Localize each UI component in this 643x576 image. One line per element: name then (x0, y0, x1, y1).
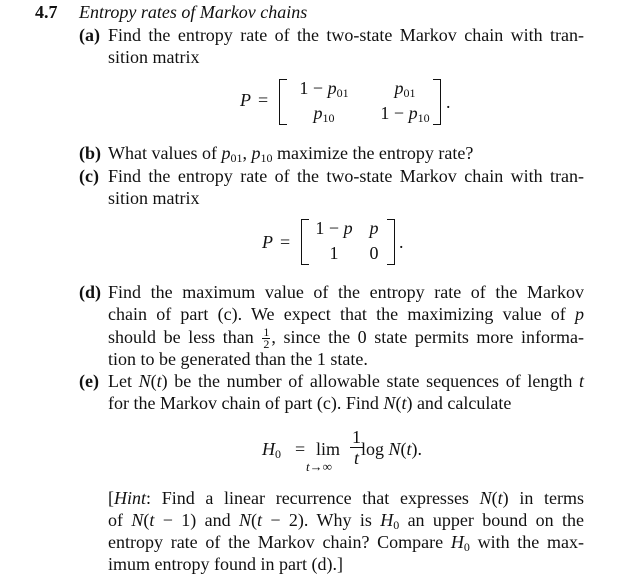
equation-lhs-symbol: H (262, 439, 275, 459)
text-run: for the Markov chain of part (c). Find (108, 393, 384, 413)
math-symbol (114, 488, 146, 508)
math-symbol (575, 304, 584, 324)
text-run: ) in terms (502, 488, 584, 508)
matrix-cell (395, 77, 416, 99)
text-run: ( (251, 510, 258, 530)
math-variable: t (257, 510, 263, 530)
math-symbol (314, 103, 335, 123)
inline-fraction (262, 327, 270, 350)
math-variable: N (239, 510, 252, 530)
text-run: ( (150, 371, 157, 391)
math-symbol (370, 218, 379, 238)
matrix-lhs: P (262, 232, 273, 252)
left-bracket (301, 219, 309, 265)
fraction-denominator: t (353, 448, 359, 468)
text-run: of (108, 510, 132, 530)
part-d-text (108, 326, 584, 350)
math-variable: N (383, 393, 396, 413)
text-run: chain of part (c). We expect that the maximizing value of (108, 304, 575, 324)
part-c-label: (c) (79, 166, 99, 186)
equation-lhs-subscript: 0 (275, 447, 281, 461)
equation-lhs (262, 438, 281, 460)
part-b-label: (b) (79, 143, 101, 163)
hint-text (108, 509, 584, 531)
math-variable: H (450, 532, 464, 552)
math-symbol (451, 532, 470, 552)
left-bracket (279, 79, 287, 125)
math-variable: t (401, 393, 407, 413)
period: . (399, 232, 404, 252)
math-variable: t (156, 371, 162, 391)
part-a-label: (a) (79, 25, 100, 45)
matrix-lhs: P (240, 90, 251, 110)
math-subscript: 10 (260, 151, 273, 165)
part-d-label: (d) (79, 282, 101, 302)
equals-sign: = (280, 232, 291, 252)
math-variable: t (578, 371, 584, 391)
math-variable: N (388, 439, 401, 459)
math-variable: Hint (114, 488, 147, 508)
math-variable: p (575, 304, 584, 324)
matrix-cell (315, 217, 352, 239)
fraction-numerator: 1 (352, 427, 361, 447)
math-variable: p (221, 143, 231, 163)
text-run: should be less than (108, 327, 262, 347)
text-run: sition matrix (108, 47, 200, 67)
equation-rest (361, 438, 422, 460)
math-variable: p (369, 218, 379, 238)
text-run: entropy rate of the Markov chain? Compare (108, 532, 451, 552)
equals-sign: = (258, 90, 269, 110)
math-variable: H (380, 510, 394, 530)
right-bracket (433, 79, 441, 125)
right-bracket (387, 219, 395, 265)
text-run: with the max- (469, 532, 584, 552)
math-variable: N (131, 510, 144, 530)
text-run: ) and calculate (406, 393, 512, 413)
matrix-cell (299, 77, 348, 99)
lim-operator: lim (316, 439, 341, 459)
text-run: ( (400, 439, 407, 459)
text-run: imum entropy found in part (d).] (108, 554, 343, 574)
math-symbol (395, 78, 416, 98)
part-b-text (108, 142, 473, 164)
fraction-numerator: 1 (263, 325, 270, 340)
matrix-cell (330, 242, 339, 264)
part-c-text (108, 187, 200, 209)
hint-text (108, 487, 584, 509)
math-symbol (239, 510, 251, 530)
part-a-text (108, 24, 584, 46)
hint-text (108, 553, 343, 575)
math-variable: p (343, 218, 353, 238)
text-run: ( (143, 510, 150, 530)
math-symbol (251, 143, 272, 163)
part-e-text (108, 392, 511, 414)
period: . (446, 92, 451, 112)
text-run: ). (411, 439, 423, 459)
part-e-text (108, 370, 584, 392)
math-subscript: 10 (322, 111, 335, 125)
math-subscript: 10 (417, 111, 430, 125)
math-symbol (383, 393, 395, 413)
text-run: ( (395, 393, 402, 413)
part-a-text (108, 46, 200, 68)
part-e-label: (e) (79, 371, 99, 391)
math-subscript: 0 (393, 518, 400, 532)
text-run: 1 (329, 243, 339, 263)
text-run: − 1) and (154, 510, 240, 530)
math-variable: p (394, 78, 404, 98)
math-variable: t (406, 439, 412, 459)
math-variable: p (251, 143, 261, 163)
part-c-text (108, 165, 584, 187)
math-subscript: 0 (463, 540, 470, 554)
text-run: 1 − (315, 218, 344, 238)
matrix-cell (370, 242, 379, 264)
math-symbol (409, 103, 430, 123)
lim-subscript: t→∞ (306, 459, 332, 474)
math-symbol (344, 218, 353, 238)
text-run: 1 − (299, 78, 328, 98)
text-run: Let (108, 371, 139, 391)
math-subscript: 01 (230, 151, 243, 165)
text-run: 0 (369, 243, 379, 263)
matrix-cell (314, 102, 335, 124)
math-symbol (131, 510, 143, 530)
text-run: Find the entropy rate of the two-state Markov chain with tran- (108, 25, 584, 45)
part-d-text (108, 303, 584, 325)
matrix-cell (370, 217, 379, 239)
text-run: maximize the entropy rate? (272, 143, 474, 163)
text-run: Find the entropy rate of the two-state Markov chain with tran- (108, 166, 584, 186)
text-run: ( (491, 488, 498, 508)
part-d-text (108, 348, 368, 370)
text-run: log (361, 439, 389, 459)
math-symbol (221, 143, 242, 163)
math-symbol (389, 439, 401, 459)
text-run: [ (108, 488, 114, 508)
text-run: an upper bound on the (399, 510, 584, 530)
math-subscript: 01 (403, 86, 416, 100)
math-subscript: 01 (336, 86, 349, 100)
text-run: Find the maximum value of the entropy rate of the Markov (108, 282, 584, 302)
math-symbol (380, 510, 399, 530)
text-run: What values of (108, 143, 222, 163)
math-variable: t (497, 488, 503, 508)
text-run: sition matrix (108, 188, 200, 208)
math-symbol (579, 371, 584, 391)
text-run: − 2). Why is (262, 510, 381, 530)
matrix-cell (380, 102, 429, 124)
equals-sign: = (295, 439, 306, 459)
text-run: , (242, 143, 252, 163)
math-variable: p (327, 78, 337, 98)
text-run: tion to be generated than the 1 state. (108, 349, 368, 369)
part-d-text (108, 281, 584, 303)
text-run: 1 − (380, 103, 409, 123)
problem-title: Entropy rates of Markov chains (79, 2, 308, 22)
text-run: ) be the number of allowable state sequences of length (161, 371, 579, 391)
math-variable: p (408, 103, 418, 123)
text-run: , since the 0 state permits more informa- (271, 327, 584, 347)
fraction-denominator: 2 (263, 337, 270, 352)
math-symbol (139, 371, 151, 391)
math-variable: N (138, 371, 151, 391)
math-symbol (328, 78, 349, 98)
math-variable: t (149, 510, 155, 530)
math-variable: p (313, 103, 323, 123)
math-variable: N (479, 488, 492, 508)
problem-number: 4.7 (35, 2, 58, 22)
math-symbol (480, 488, 492, 508)
hint-text (108, 531, 584, 553)
text-run: : Find a linear recurrence that expresses (146, 488, 480, 508)
